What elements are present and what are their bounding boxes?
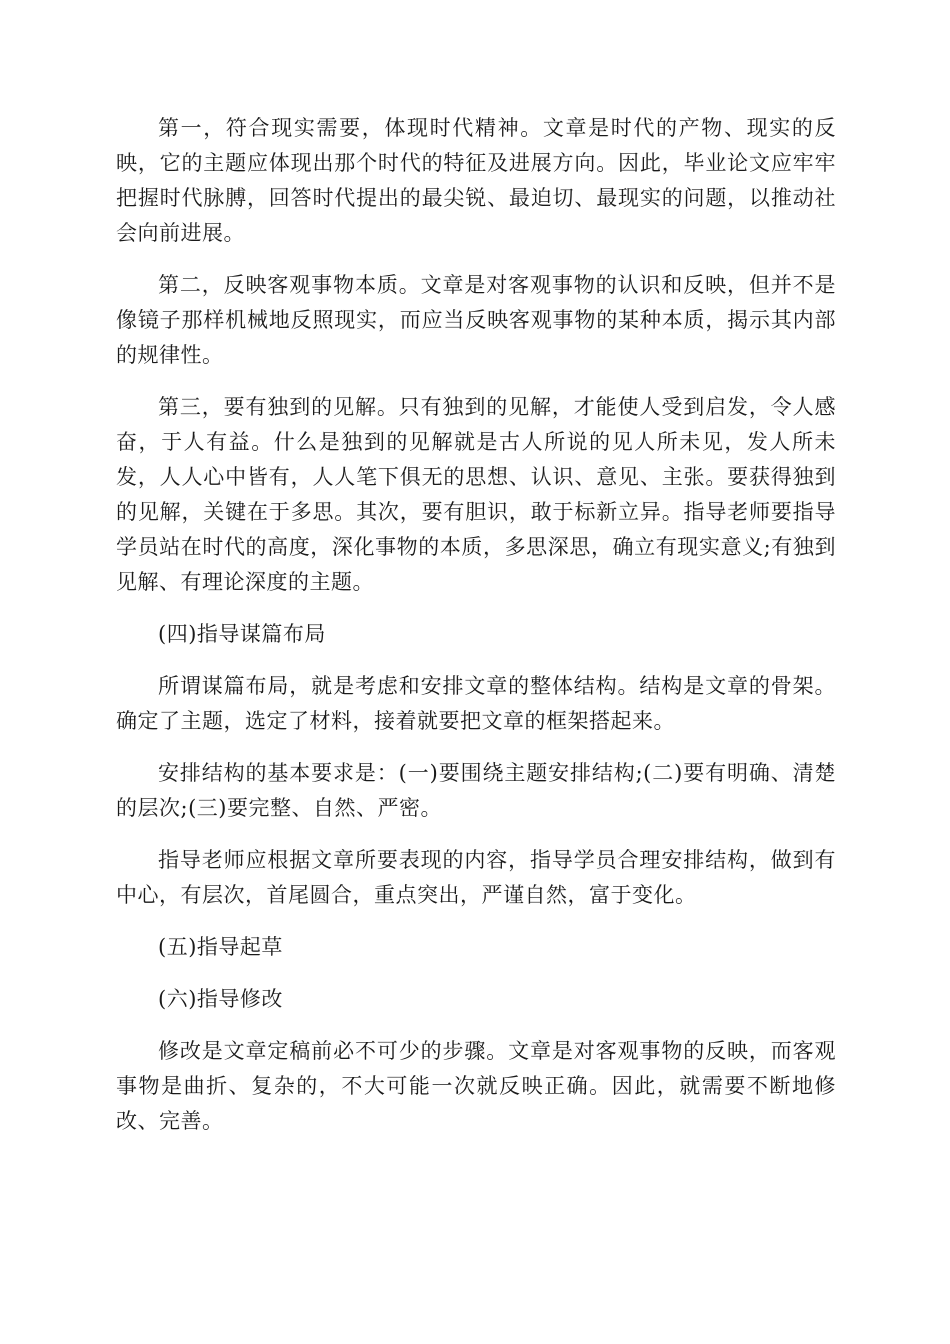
paragraph-structure-requirements: 安排结构的基本要求是：(一)要围绕主题安排结构;(二)要有明确、清楚的层次;(三)要完整、自然、严密。 xyxy=(116,761,836,820)
paragraph-third-point: 第三，要有独到的见解。只有独到的见解，才能使人受到启发，令人感奋，于人有益。什么是独到的见解就是古人所说的见人所未见，发人所未发，人人心中皆有，人人笔下俱无的思想、认识、意见、主张。要获得独到的见解，关键在于多思。其次，要有胆识，敢于标新立异。指导老师要指导学员站在时代的高度，深化事物的本质，多思深思，确立有现实意义;有独到见解、有理论深度的主题。 xyxy=(116,395,836,594)
section-heading-revision: (六)指导修改 xyxy=(158,987,283,1011)
section-heading-drafting: (五)指导起草 xyxy=(158,935,283,959)
paragraph-first-point: 第一，符合现实需要，体现时代精神。文章是时代的产物、现实的反映，它的主题应体现出那个时代的特征及进展方向。因此，毕业论文应牢牢把握时代脉膊，回答时代提出的最尖锐、最迫切、最现实的问题，以推动社会向前进展。 xyxy=(116,116,836,245)
paragraph-layout-definition: 所谓谋篇布局，就是考虑和安排文章的整体结构。结构是文章的骨架。确定了主题，选定了材料，接着就要把文章的框架搭起来。 xyxy=(116,674,836,733)
paragraph-teacher-guidance: 指导老师应根据文章所要表现的内容，指导学员合理安排结构，做到有中心，有层次，首尾圆合，重点突出，严谨自然，富于变化。 xyxy=(116,848,836,907)
paragraph-revision: 修改是文章定稿前必不可少的步骤。文章是对客观事物的反映，而客观事物是曲折、复杂的，不大可能一次就反映正确。因此，就需要不断地修改、完善。 xyxy=(116,1039,836,1133)
paragraph-second-point: 第二，反映客观事物本质。文章是对客观事物的认识和反映，但并不是像镜子那样机械地反照现实，而应当反映客观事物的某种本质，揭示其内部的规律性。 xyxy=(116,273,836,367)
document-body xyxy=(116,111,836,1156)
section-heading-layout: (四)指导谋篇布局 xyxy=(158,622,326,646)
